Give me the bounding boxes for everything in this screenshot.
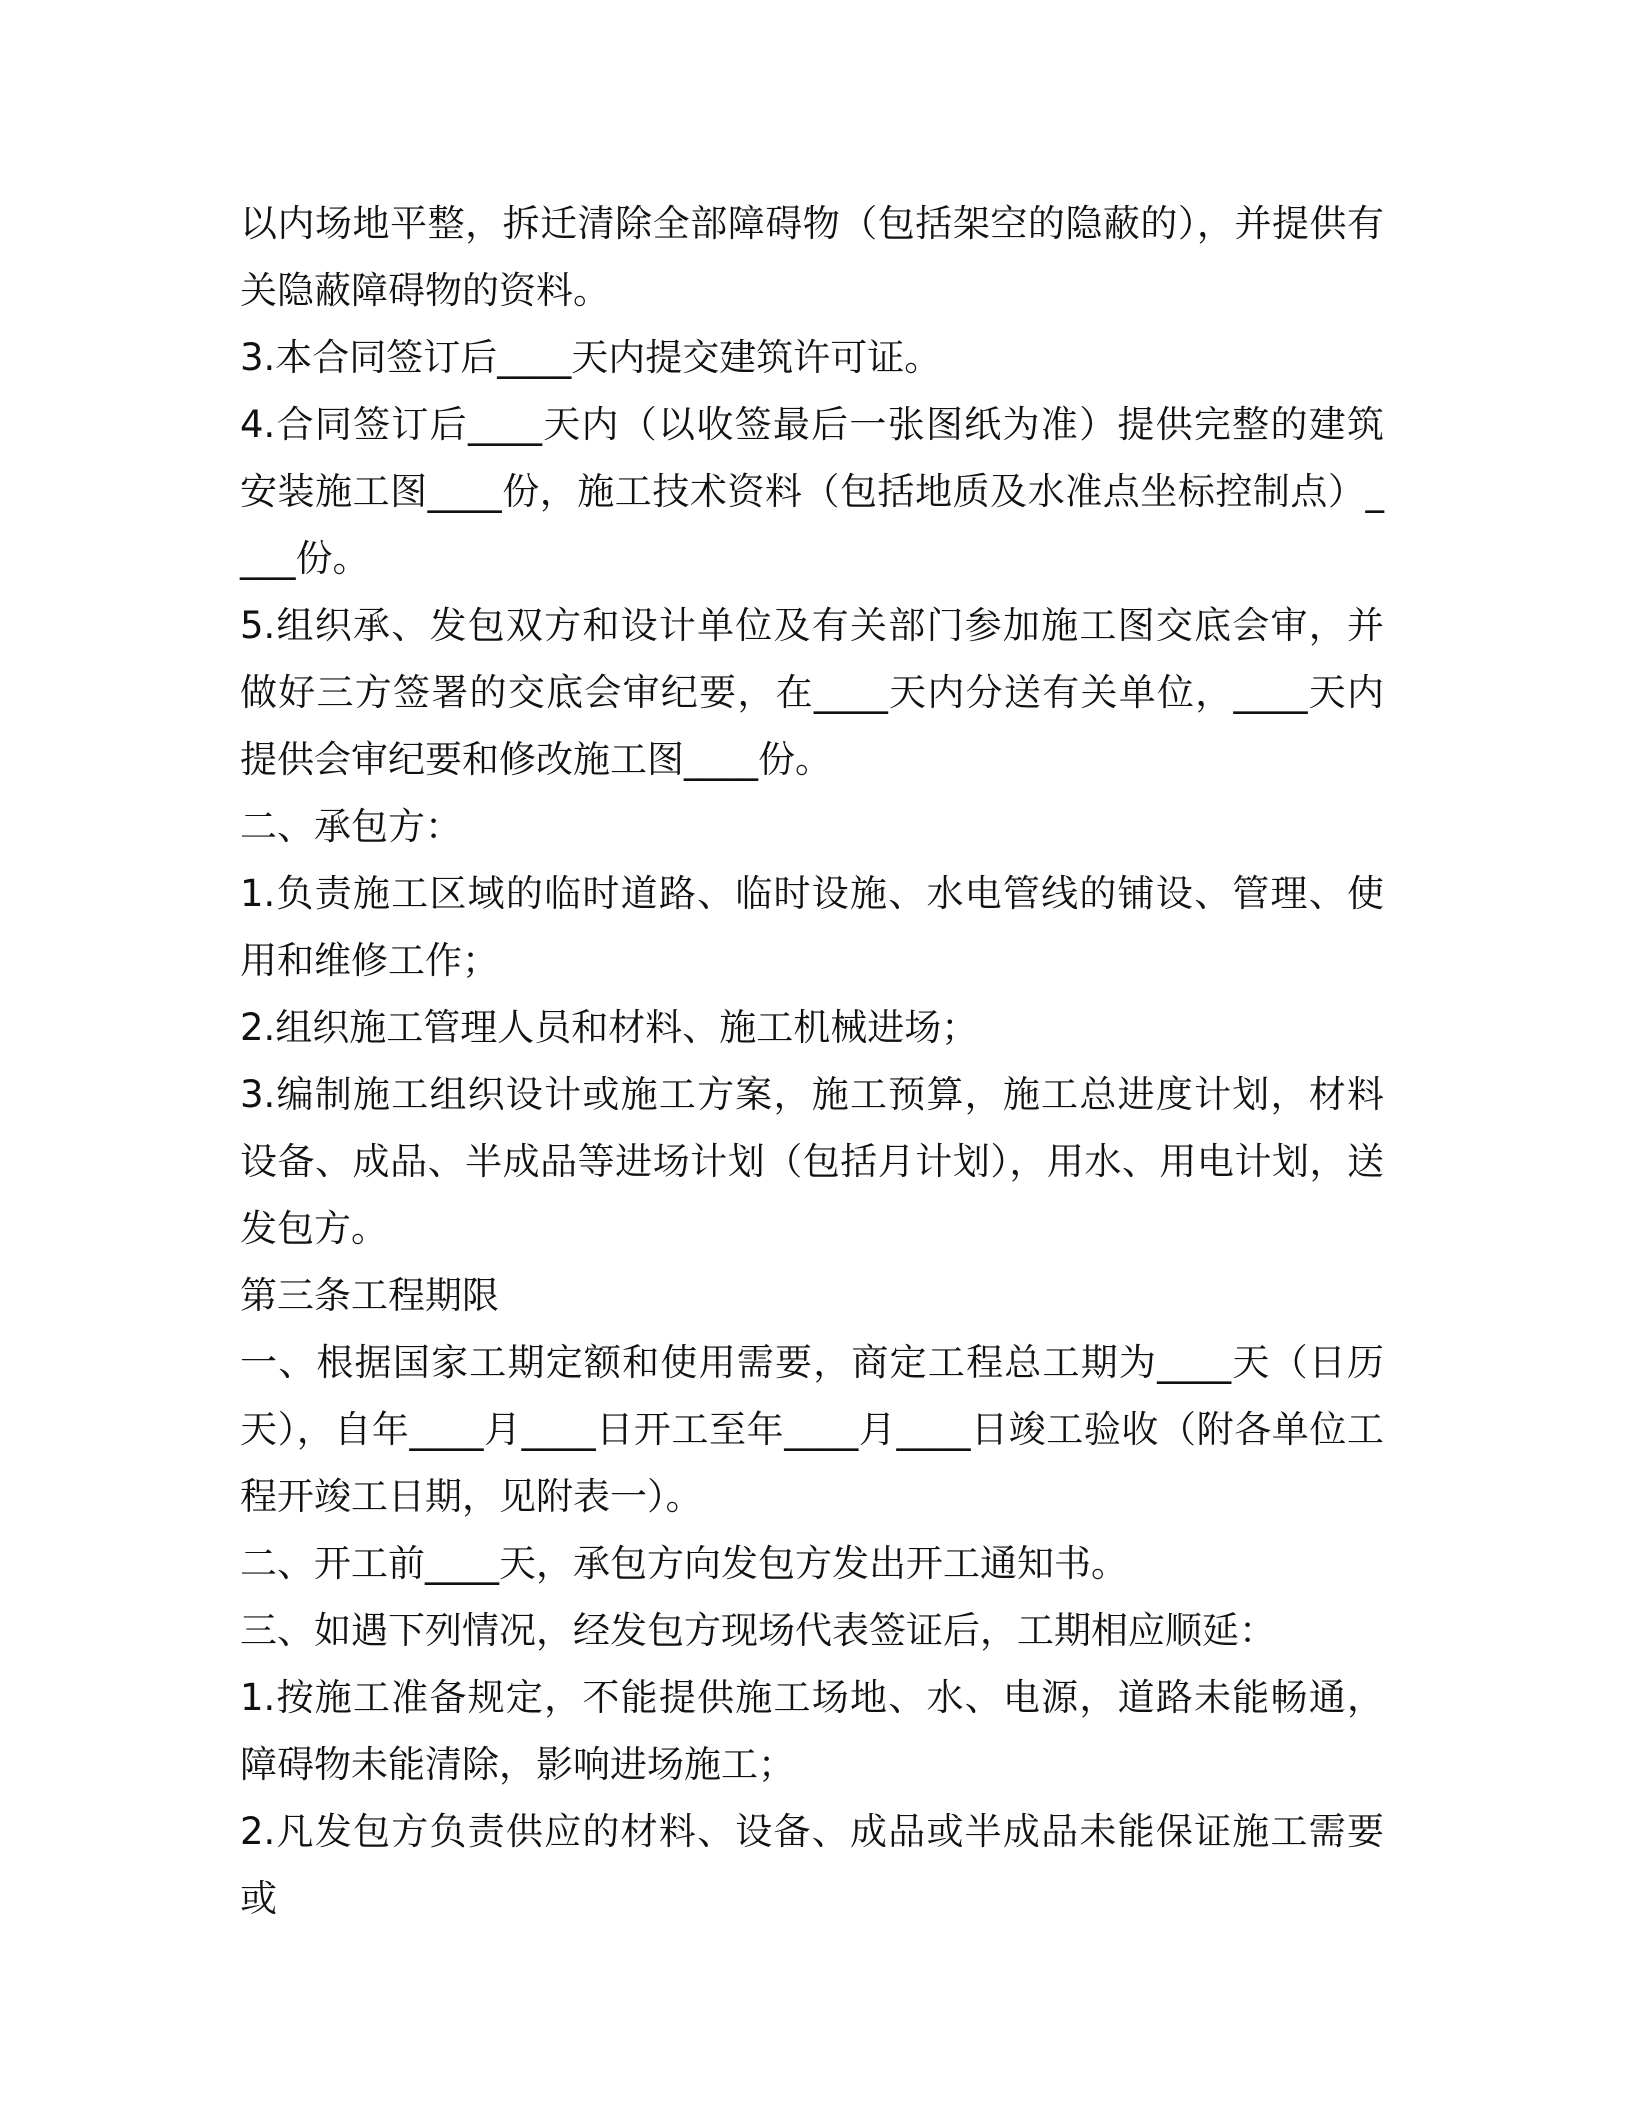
paragraph-period-1: 一、根据国家工期定额和使用需要，商定工程总工期为____天（日历天），自年____月____日开工至年____月____日竣工验收（附各单位工程开竣工日期，见附表一）。 [240, 1341, 1384, 1518]
document-body [240, 190, 1384, 1932]
section-heading-contractor: 二、承包方： [240, 805, 462, 848]
paragraph-item-5-review: 5.组织承、发包双方和设计单位及有关部门参加施工图交底会审，并做好三方签署的交底会审纪要，在____天内分送有关单位，____天内提供会审纪要和修改施工图____份。 [240, 604, 1384, 781]
paragraph-period-3: 三、如遇下列情况，经发包方现场代表签证后，工期相应顺延： [240, 1609, 1276, 1652]
paragraph-site-clearing: 以内场地平整，拆迁清除全部障碍物（包括架空的隐蔽的），并提供有关隐蔽障碍物的资料。 [240, 202, 1384, 312]
paragraph-contractor-item-2: 2.组织施工管理人员和材料、施工机械进场； [240, 1006, 979, 1049]
paragraph-delay-item-1: 1.按施工准备规定，不能提供施工场地、水、电源，道路未能畅通，障碍物未能清除，影响进场施工； [240, 1676, 1384, 1786]
article-heading-project-period: 第三条工程期限 [240, 1274, 499, 1317]
paragraph-item-3-permit: 3.本合同签订后____天内提交建筑许可证。 [240, 336, 942, 379]
paragraph-item-4-drawings: 4.合同签订后____天内（以收签最后一张图纸为准）提供完整的建筑安装施工图____份，施工技术资料（包括地质及水准点坐标控制点）____份。 [240, 403, 1384, 580]
paragraph-contractor-item-3: 3.编制施工组织设计或施工方案，施工预算，施工总进度计划，材料设备、成品、半成品等进场计划（包括月计划），用水、用电计划，送发包方。 [240, 1073, 1384, 1250]
paragraph-delay-item-2: 2.凡发包方负责供应的材料、设备、成品或半成品未能保证施工需要或 [240, 1810, 1384, 1920]
paragraph-period-2: 二、开工前____天，承包方向发包方发出开工通知书。 [240, 1542, 1128, 1585]
paragraph-contractor-item-1: 1.负责施工区域的临时道路、临时设施、水电管线的铺设、管理、使用和维修工作； [240, 872, 1384, 982]
